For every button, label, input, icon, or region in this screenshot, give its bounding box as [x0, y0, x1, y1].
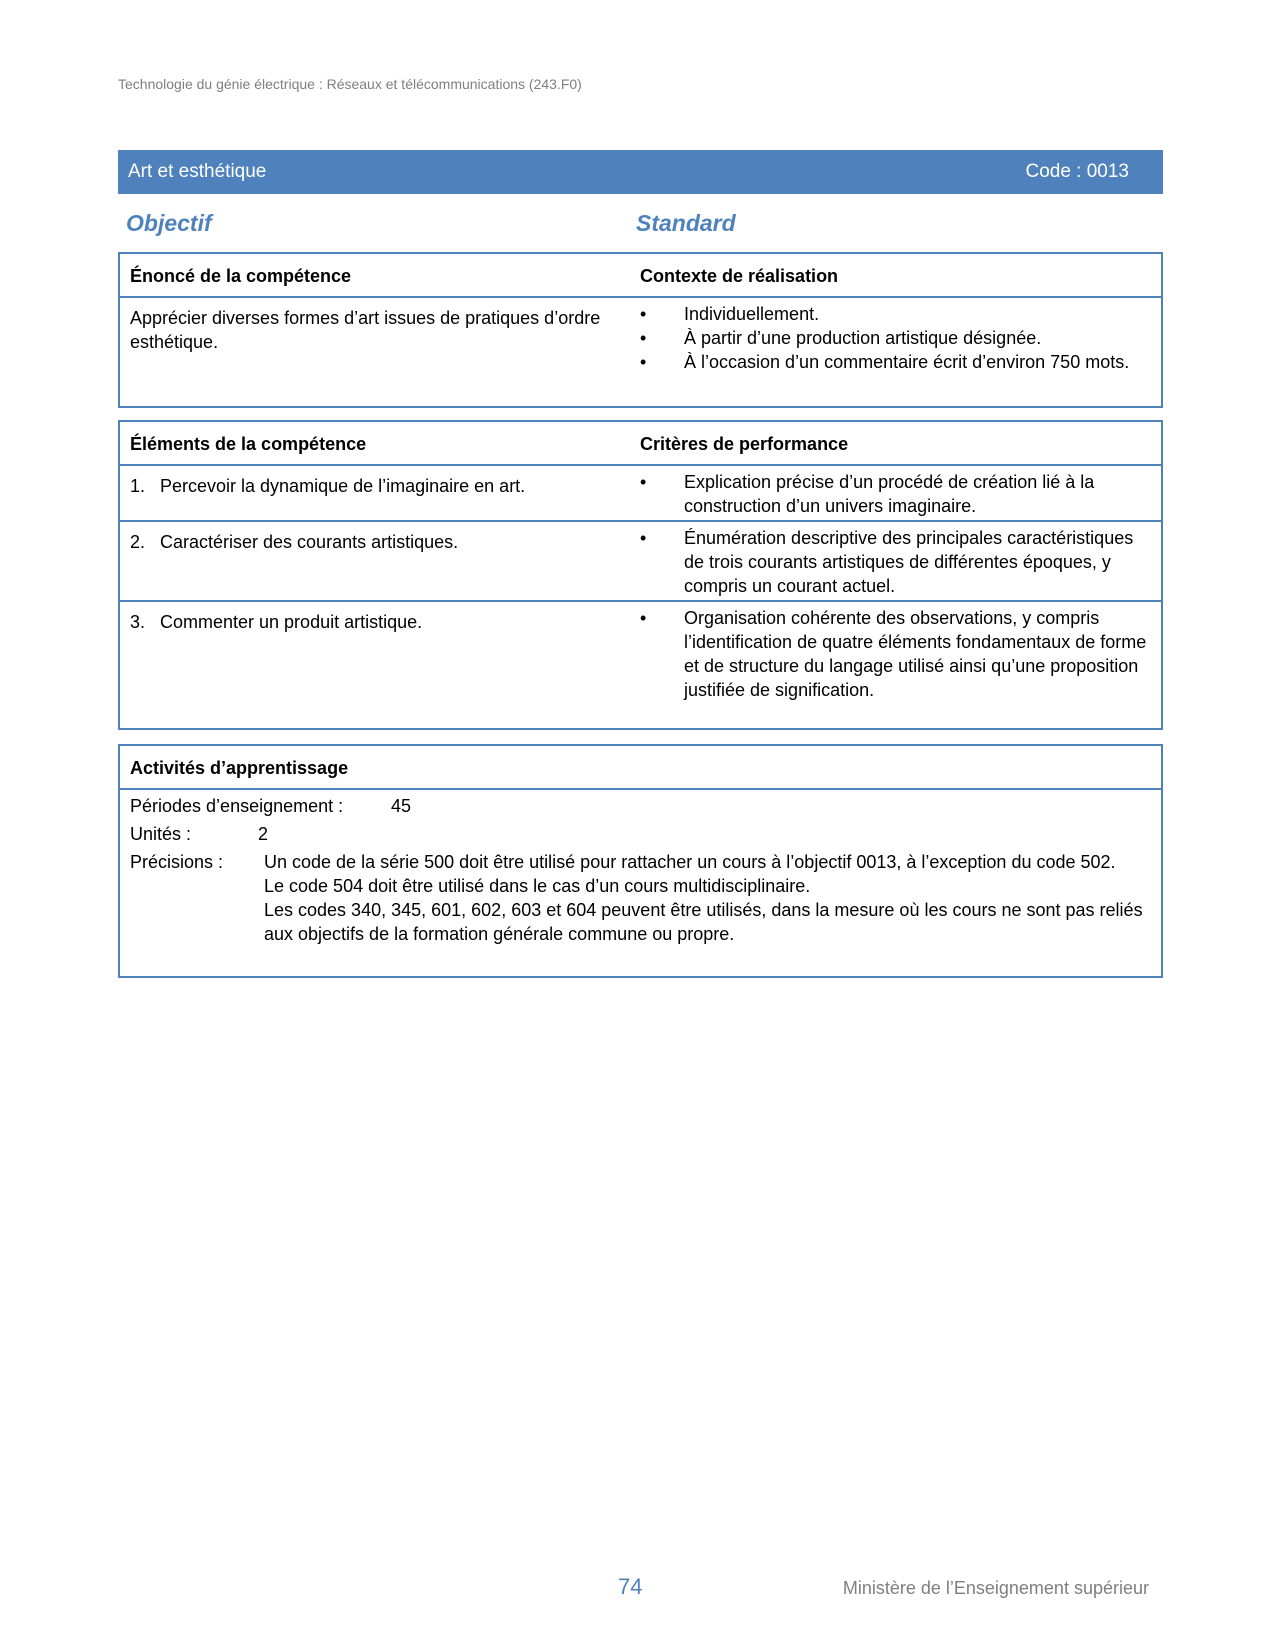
elements-column-header: Éléments de la compétence — [130, 434, 367, 454]
element-cell — [130, 474, 620, 498]
periods-label: Périodes d’enseignement : — [130, 796, 344, 816]
element-text: Percevoir la dynamique de l’imaginaire en art. — [160, 476, 526, 496]
periods-line — [120, 794, 1161, 822]
activities-title: Activités d’apprentissage — [130, 758, 349, 778]
element-number: 2. — [130, 532, 146, 552]
table-row — [120, 600, 1161, 728]
list-item — [640, 350, 1155, 374]
criterion-text: Explication précise d’un procédé de création lié à la construction d’un univers imaginaire. — [684, 472, 1095, 516]
standard-heading: Standard — [636, 210, 736, 236]
context-item: Individuellement. — [684, 304, 820, 324]
context-header: Contexte de réalisation — [640, 266, 839, 286]
statement-header: Énoncé de la compétence — [130, 266, 352, 286]
bullet-icon: • — [640, 328, 647, 348]
element-text: Caractériser des courants artistiques. — [160, 532, 459, 552]
course-title: Art et esthétique — [128, 161, 267, 182]
elements-box — [118, 420, 1163, 730]
table-row — [120, 520, 1161, 600]
element-number: 1. — [130, 476, 146, 496]
criterion-text: Énumération descriptive des principales caractéristiques de trois courants artistiques de différentes époques, y compris un courant actuel. — [684, 528, 1134, 596]
running-header: Technologie du génie électrique : Réseaux et télécommunications (243.F0) — [118, 76, 582, 92]
element-number: 3. — [130, 612, 146, 632]
units-value: 2 — [258, 824, 269, 844]
footer-ministry: Ministère de l’Enseignement supérieur — [842, 1578, 1149, 1598]
context-list — [640, 302, 1155, 374]
bullet-icon: • — [640, 528, 647, 548]
competence-box — [118, 252, 1163, 408]
list-item — [640, 326, 1155, 350]
precision-item: Un code de la série 500 doit être utilisé pour rattacher un cours à l’objectif 0013, à l’exception du code 502. — [264, 852, 1116, 872]
element-cell — [130, 610, 620, 634]
course-code: Code : 0013 — [1025, 161, 1129, 182]
units-line — [120, 822, 1161, 850]
competence-header — [120, 254, 1161, 298]
precision-item: Le code 504 doit être utilisé dans le cas d’un cours multidisciplinaire. — [264, 876, 811, 896]
activities-header — [120, 746, 1161, 790]
list-item — [640, 302, 1155, 326]
table-row — [120, 466, 1161, 520]
competence-row — [120, 298, 1161, 406]
precisions-label: Précisions : — [130, 852, 224, 872]
criterion-cell — [640, 526, 1155, 598]
bullet-icon: • — [640, 608, 647, 628]
context-item: À l’occasion d’un commentaire écrit d’environ 750 mots. — [684, 352, 1130, 372]
precisions-text — [264, 850, 1154, 946]
criterion-cell — [640, 606, 1155, 702]
precision-item: Les codes 340, 345, 601, 602, 603 et 604 peuvent être utilisés, dans la mesure où les cours ne sont pas reliés aux objectifs de la formation générale commune ou propre. — [264, 900, 1143, 944]
units-label: Unités : — [130, 824, 192, 844]
criterion-cell — [640, 470, 1155, 518]
bullet-icon: • — [640, 352, 647, 372]
page-number: 74 — [618, 1574, 643, 1599]
periods-value: 45 — [391, 796, 412, 816]
context-item: À partir d’une production artistique désignée. — [684, 328, 1042, 348]
elements-header — [120, 422, 1161, 466]
competence-statement: Apprécier diverses formes d’art issues de pratiques d’ordre esthétique. — [130, 308, 601, 352]
precisions-line — [120, 850, 1161, 970]
bullet-icon: • — [640, 472, 647, 492]
objective-heading: Objectif — [126, 210, 212, 236]
criteria-column-header: Critères de performance — [640, 434, 849, 454]
bullet-icon: • — [640, 304, 647, 324]
element-text: Commenter un produit artistique. — [160, 612, 423, 632]
criterion-text: Organisation cohérente des observations, y compris l’identification de quatre éléments fondamentaux de forme et de structure du langage utilisé ainsi qu’une proposition justifiée de signification. — [684, 608, 1147, 700]
activities-box — [118, 744, 1163, 978]
course-title-bar — [118, 150, 1163, 194]
element-cell — [130, 530, 620, 554]
